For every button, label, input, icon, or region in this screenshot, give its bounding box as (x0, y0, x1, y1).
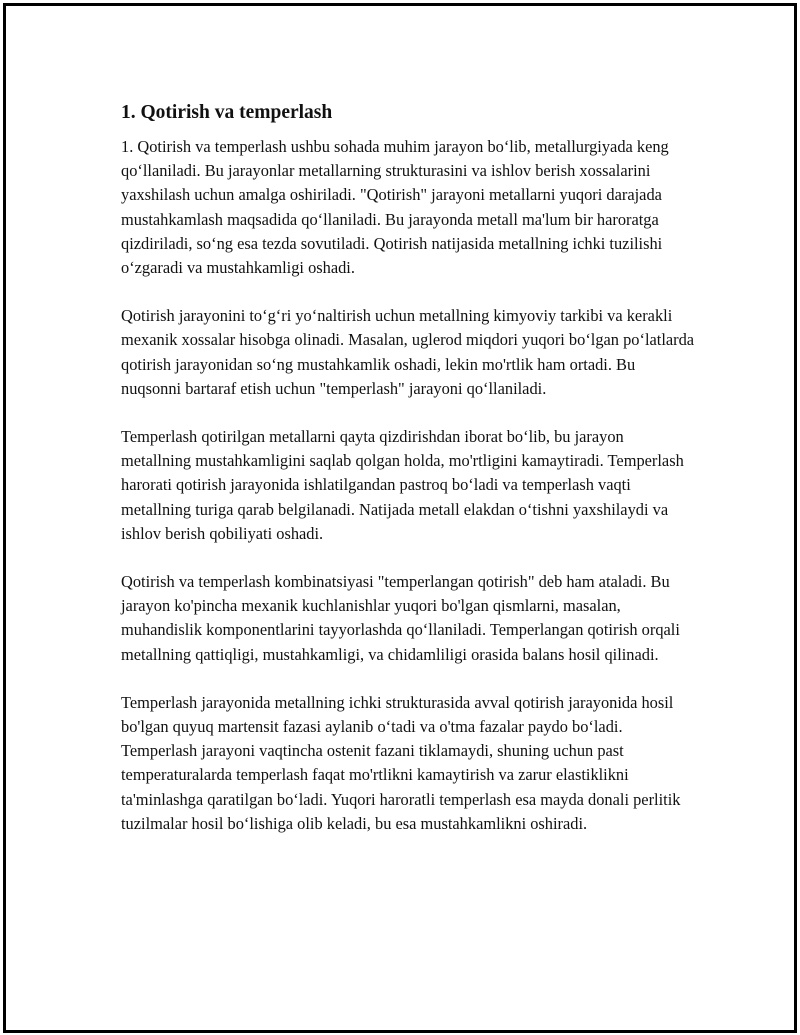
paragraph-2: Qotirish jarayonini to‘g‘ri yo‘naltirish uchun metallning kimyoviy tarkibi va kerakli mexanik xossalar hisobga olinadi. Masalan, uglerod miqdori yuqori bo‘lgan po‘latlarda qotirish jarayonidan so‘ng mustahkamlik oshadi, lekin mo'rtlik ham ortadi. Bu nuqsonni bartaraf etish uchun "temperlash" jarayoni qo‘llaniladi. (121, 306, 695, 398)
paragraph-5: Temperlash jarayonida metallning ichki strukturasida avval qotirish jarayonida hosil bo'lgan quyuq martensit fazasi aylanib o‘tadi va o'tma fazalar paydo bo‘ladi. Temperlash jarayoni vaqtincha ostenit fazani tiklamaydi, shuning uchun past temperaturalarda temperlash faqat mo'rtlikni kamaytirish va zarur elastiklikni ta'minlashga qaratilgan bo‘ladi. Yuqori haroratli temperlash esa mayda donali perlitik tuzilmalar hosil bo‘lishiga olib keladi, bu esa mustahkamlikni oshiradi. (121, 692, 681, 833)
section-heading: 1. Qotirish va temperlash (121, 102, 333, 123)
paragraph-1: 1. Qotirish va temperlash ushbu sohada muhim jarayon bo‘lib, metallurgiyada keng qo‘llaniladi. Bu jarayonlar metallarning strukturasini va ishlov berish xossalarini yaxshilash uchun amalga oshiriladi. "Qotirish" jarayoni metallarni yuqori darajada mustahkamlash maqsadida qo‘llaniladi. Bu jarayonda metall ma'lum bir haroratga qizdiriladi, so‘ng esa tezda sovutiladi. Qotirish natijasida metallning ichki tuzilishi o‘zgaradi va mustahkamligi oshadi. (121, 137, 669, 278)
document-body (121, 101, 696, 860)
paragraph-3: Temperlash qotirilgan metallarni qayta qizdirishdan iborat bo‘lib, bu jarayon metallning mustahkamligini saqlab qolgan holda, mo'rtligini kamaytiradi. Temperlash harorati qotirish jarayonida ishlatilgandan pastroq bo‘ladi va temperlash vaqti metallning turiga qarab belgilanadi. Natijada metall elakdan o‘tishni yaxshilaydi va ishlov berish qobiliyati oshadi. (121, 427, 684, 543)
paragraph-4: Qotirish va temperlash kombinatsiyasi "temperlangan qotirish" deb ham ataladi. Bu jarayon ko'pincha mexanik kuchlanishlar yuqori bo'lgan qismlarni, masalan, muhandislik komponentlarini tayyorlashda qo‘llaniladi. Temperlangan qotirish orqali metallning qattiqligi, mustahkamligi, va chidamliligi orasida balans hosil qilinadi. (121, 572, 680, 664)
page-frame (3, 3, 797, 1033)
